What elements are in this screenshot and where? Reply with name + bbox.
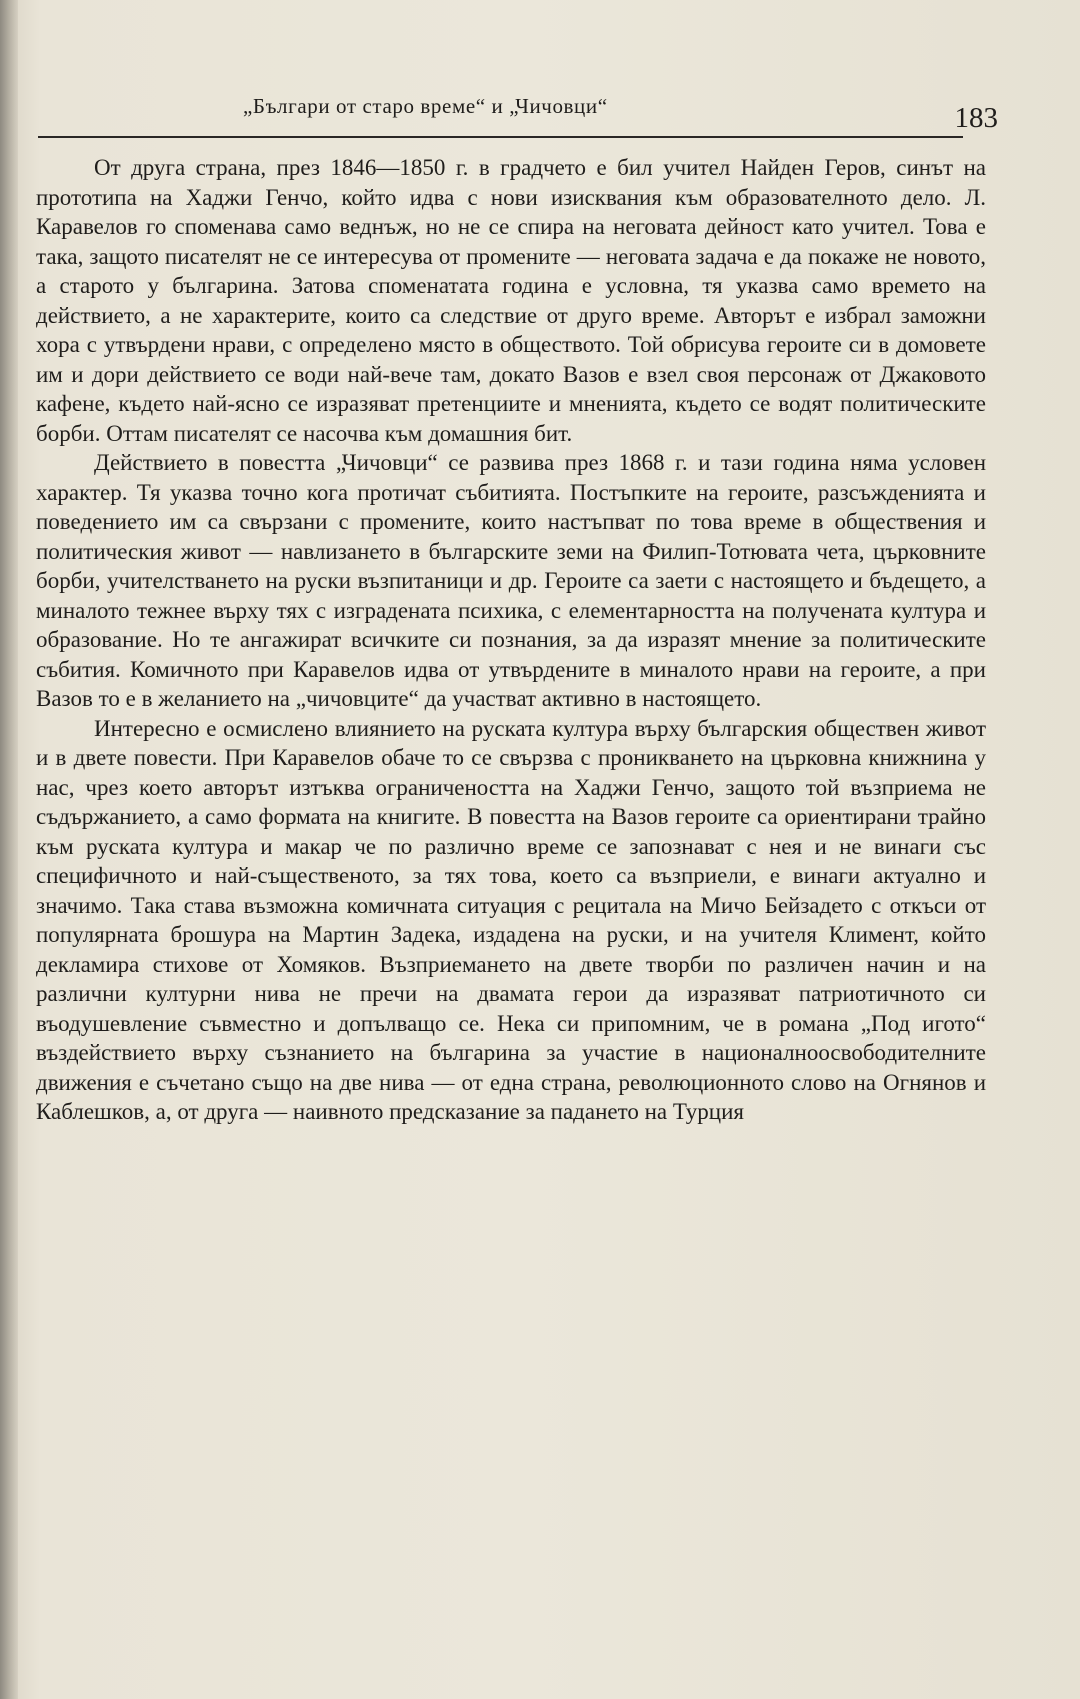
header-rule (38, 136, 963, 138)
page-header (38, 92, 998, 138)
running-title: „Българи от старо време“ и „Чичовци“ (243, 94, 608, 118)
page-number: 183 (954, 102, 998, 134)
page-gutter-shadow (0, 0, 18, 1699)
paragraph-3: Интересно е осмислено влиянието на руската култура върху българския обществен живот и в двете повести. При Каравелов обаче то се свързва с проникването на църковна книжнина у нас, чрез което авторът изтъква ограничеността на Хаджи Генчо, защото той възприема не съдържанието, а само формата на книгите. В повестта на Вазов героите са ориентирани трайно към руската култура и макар че по различно време се запознават с нея и не винаги със специфичното и най-същественото, за тях това, което са възприели, е винаги актуално и значимо. Така става възможна комичната ситуация с рецитала на Мичо Бейзадето с откъси от популярната брошура на Мартин Задека, издадена на руски, и на учителя Климент, който декламира стихове от Хомяков. Възприемането на двете творби по различен начин и на различни културни нива не пречи на двамата герои да изразяват патриотичното си въодушевление съвместно и допълващо се. Нека си припомним, че в романа „Под игото“ въздействието върху съзнанието на българина за участие в националноосвободителните движения е съчетано също на две нива — от една страна, революционното слово на Огнянов и Каблешков, а, от друга — наивното предсказание за падането на Турция (36, 715, 986, 1124)
body-text (36, 153, 986, 1127)
paragraph-1: От друга страна, през 1846—1850 г. в градчето е бил учител Найден Геров, синът на прототипа на Хаджи Генчо, който идва с нови изисквания към образователното дело. Л. Каравелов го споменава само веднъж, но не се спира на неговата дейност като учител. Това е така, защото писателят не се интересува от промените — неговата задача е да покаже не новото, а старото у българина. Затова споменатата година е условна, тя указва само времето на действието, а не характерите, които са следствие от друго време. Авторът е избрал заможни хора с утвърдени нрави, с определено място в обществото. Той обрисува героите си в домовете им и дори действието се води най-вече там, докато Вазов е взел своя персонаж от Джаковото кафене, където най-ясно се изразяват претенциите и мненията, където се водят политическите борби. Оттам писателят се насочва към домашния бит. (36, 155, 986, 446)
paragraph-2: Действието в повестта „Чичовци“ се развива през 1868 г. и тази година няма условен характер. Тя указва точно кога протичат събитията. Постъпките на героите, разсъжденията и поведението им са свързани с промените, които настъпват по това време в обществения и политическия живот — навлизането в българските земи на Филип-Тотювата чета, църковните борби, учителстването на руски възпитаници и др. Героите са заети с настоящето и бъдещето, а миналото тежнее върху тях с изградената психика, с елементарността на получената култура и образование. Но те ангажират всичките си познания, за да изразят мнение за политическите събития. Комичното при Каравелов идва от утвърдените в миналото нрави на героите, а при Вазов то е в желанието на „чичовците“ да участват активно в настоящето. (36, 450, 986, 711)
